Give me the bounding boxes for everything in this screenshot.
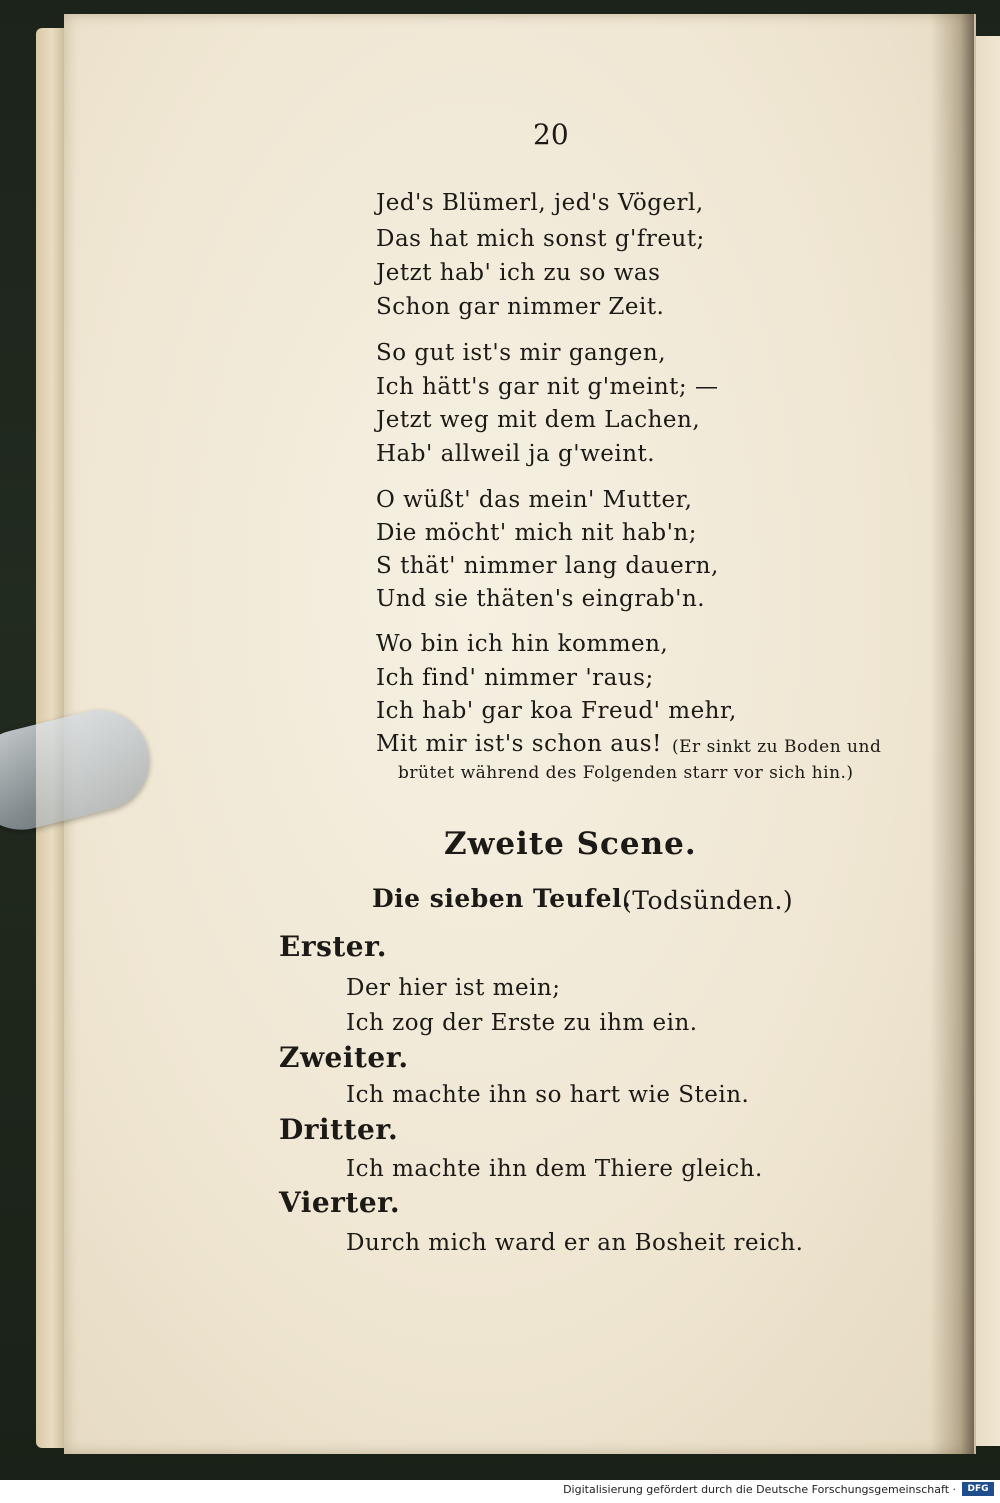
verse-line: Die möcht' mich nit hab'n; (376, 520, 697, 546)
page-number: 20 (533, 118, 569, 151)
dfg-logo: DFG (962, 1482, 994, 1496)
verse-line: O wüßt' das mein' Mutter, (376, 487, 693, 513)
dialogue-line: Ich machte ihn dem Thiere gleich. (346, 1156, 763, 1182)
verse-line: Jetzt weg mit dem Lachen, (376, 407, 701, 433)
footer-credit: Digitalisierung gefördert durch die Deutsche Forschungsgemeinschaft · (563, 1483, 956, 1496)
speaker-name: Vierter. (279, 1186, 401, 1219)
dialogue-line: Ich machte ihn so hart wie Stein. (346, 1082, 750, 1108)
speaker-name: Erster. (279, 930, 388, 963)
dialogue-line: Ich zog der Erste zu ihm ein. (346, 1010, 698, 1036)
verse-line: Das hat mich sonst g'freut; (376, 226, 705, 252)
dialogue-line: Der hier ist mein; (346, 975, 561, 1001)
verse-line: S thät' nimmer lang dauern, (376, 553, 719, 579)
verse-line: Ich hätt's gar nit g'meint; — (376, 374, 719, 400)
verse-line: Wo bin ich hin kommen, (376, 631, 669, 657)
scene-subtitle: Die sieben Teufel. (372, 884, 632, 913)
speaker-name: Dritter. (279, 1113, 399, 1146)
scene-title: Zweite Scene. (444, 826, 697, 862)
verse-line: Jetzt hab' ich zu so was (376, 260, 661, 286)
verse-line: Und sie thäten's eingrab'n. (376, 586, 706, 612)
verse-line: So gut ist's mir gangen, (376, 340, 667, 366)
stage-direction: (Er sinkt zu Boden und (672, 737, 882, 757)
speaker-name: Zweiter. (279, 1041, 409, 1074)
gutter-shadow (930, 14, 974, 1454)
scene-subtitle-note: (Todsünden.) (622, 886, 794, 915)
verse-line: Ich hab' gar koa Freud' mehr, (376, 698, 737, 724)
verse-line: Hab' allweil ja g'weint. (376, 441, 656, 467)
verse-line: Schon gar nimmer Zeit. (376, 294, 665, 320)
stage-direction: brütet während des Folgenden starr vor sich hin.) (398, 763, 854, 783)
verse-line: Ich find' nimmer 'raus; (376, 665, 654, 691)
verse-line: Jed's Blümerl, jed's Vögerl, (376, 190, 704, 216)
dialogue-line: Durch mich ward er an Bosheit reich. (346, 1230, 804, 1256)
verse-line: Mit mir ist's schon aus! (376, 731, 662, 757)
